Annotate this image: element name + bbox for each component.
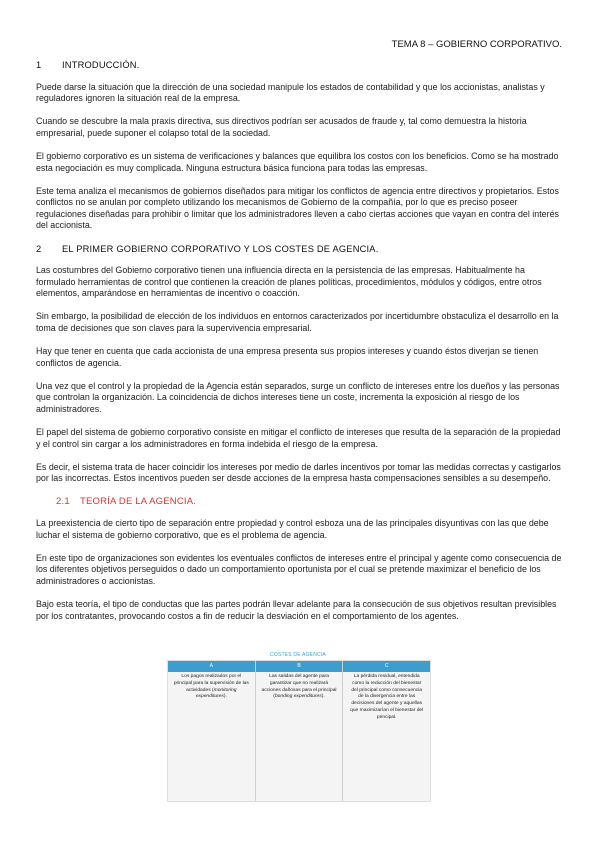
section-number: 2.1: [56, 496, 70, 508]
paragraph: Cuando se descubre la mala praxis directiva, sus directivos podrían ser acusados de fraude y, tal como demuestra la historia empresarial, puede suponer el colapso total de la sociedad.: [36, 116, 527, 138]
paragraph: Bajo esta teoría, el tipo de conductas que las partes podrán llevar adelante para la consecución de sus objetivos resultan previsibles por los contratantes, provocando costos a fin de reducir la desviación en el comportamiento de los agentes.: [36, 599, 557, 621]
figure-column-c: [343, 661, 430, 801]
paragraph: Las costumbres del Gobierno corporativo tienen una influencia directa en la persistencia de las empresas. Habitualmente ha formulado herramientas de control que contienen la creación de planes políticas, procedimientos, módulos y códigos, entre otros elementos, amparándose en herramientas de incentivo o coacción.: [36, 265, 542, 299]
paragraph: El gobierno corporativo es un sistema de verificaciones y balances que equilibra los costos con los beneficios. Como se ha mostrado esta negociación es muy complicada. Ninguna estructura básica funciona para todas las empresas.: [36, 150, 559, 173]
paragraph: La preexistencia de cierto tipo de separación entre propiedad y control esboza una de las principales disyuntivas con las que debe luchar el sistema de gobierno corporativo, que es el problema de agencia.: [36, 518, 549, 540]
paragraph: Es decir, el sistema trata de hacer coincidir los intereses por medio de darles incentivos por tomar las medidas correctas y castigarlos por las incorrectas. Estos incentivos pueden ser desde acciones de la empresa hasta compensaciones sensibles a su desempeño.: [36, 461, 561, 484]
column-header: C: [343, 661, 430, 672]
paragraph: El papel del sistema de gobierno corporativo consiste en mitigar el conflicto de intereses que resulta de la separación de la propiedad y el control sin cargar a los administradores en forma indebida el riesgo de la empresa.: [36, 427, 561, 449]
section-number: 2: [36, 243, 42, 254]
section-title: INTRODUCCIÓN.: [62, 60, 140, 70]
figure-column-a: [168, 661, 256, 801]
section-title: TEORÍA DE LA AGENCIA.: [80, 496, 197, 508]
subsection-2-1-heading: [56, 496, 562, 508]
column-text: Los pagos realizados por el principal para la supervisión de las actividades (monitoring expenditures).: [173, 674, 249, 700]
column-header: A: [168, 661, 255, 672]
agency-costs-figure: [167, 650, 429, 802]
paragraph: Sin embargo, la posibilidad de elección de los individuos en entornos caracterizados por incertidumbre obstaculiza el desarrollo en la toma de decisiones que son claves para la supervivencia empresarial.: [36, 311, 559, 333]
section-number: 1: [36, 60, 42, 70]
paragraph: Una vez que el control y la propiedad de la Agencia están separados, surge un conflicto de intereses entre los dueños y las personas que controlan la organización. La coincidencia de dichos intereses tiene un coste, incrementa la exposición al riesgo de los administradores.: [36, 380, 560, 414]
figure-column-b: [256, 661, 344, 801]
paragraph: Hay que tener en cuenta que cada accionista de una empresa presenta sus propios intereses y cuando éstos diverjan se tienen conflictos de agencia.: [36, 346, 539, 368]
section-title: EL PRIMER GOBIERNO CORPORATIVO Y LOS COSTES DE AGENCIA.: [62, 243, 379, 254]
column-text: Las salidas del agente para garantizar que no realizará acciones dañosas para el principal (bonding expenditures).: [261, 674, 337, 700]
document-body: [36, 58, 562, 634]
paragraph: Este tema analiza el mecanismos de gobiernos diseñados para mitigar los conflictos de agencia entre directivos y propietarios. Estos conflictos no se anulan por completo utilizando los mecanismos de Gobierno de la compañía, por lo que es preciso poseer regulaciones diseñadas para prohibir o limitar que los administradores lleven a cabo ciertas acciones que vayan en contra del interés del accionista.: [36, 185, 559, 231]
paragraph: Puede darse la situación que la dirección de una sociedad manipule los estados de contabilidad y que los accionistas, analistas y reguladores ignoren la situación real de la empresa.: [36, 81, 545, 104]
column-text: La pérdida residual, entendida como la reducción del bienestar del principal como consecuencia de la divergencia entre las decisiones del agente y aquellas que maximizarían el bienestar del principal.: [350, 674, 424, 720]
paragraph: En este tipo de organizaciones son evidentes los eventuales conflictos de intereses entre el principal y agente como consecuencia de los diferentes objetivos perseguidos o dado un comportamiento oportunista por el cual se pretende maximizar el beneficio de los administradores o accionistas.: [36, 552, 562, 586]
section-2-heading: [36, 244, 562, 256]
column-header: B: [256, 661, 343, 672]
section-1-heading: [36, 60, 562, 72]
figure-table: [167, 660, 431, 802]
page-header: TEMA 8 – GOBIERNO CORPORATIVO.: [391, 39, 562, 50]
figure-title: COSTES DE AGENCIA: [270, 652, 326, 658]
